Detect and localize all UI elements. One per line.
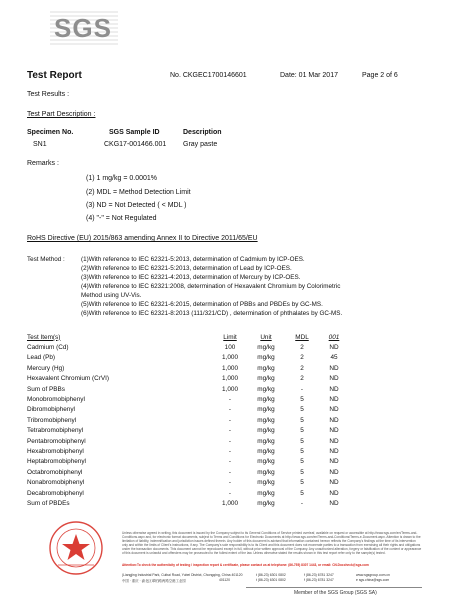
remarks-label: Remarks : [27, 160, 59, 167]
cell-result: ND [329, 427, 339, 435]
footer-fax-cn: f (86-23) 6781 3247 [304, 578, 334, 582]
remark-item: (4) "-" = Not Regulated [86, 215, 157, 222]
test-method-line: (6)With reference to IEC 62321-8:2013 (111/321/CD) , determination of phthalates by GC-MS. [81, 310, 343, 317]
table-row [27, 436, 349, 446]
col-header-unit: Unit [260, 333, 272, 341]
cell-unit: mg/kg [257, 479, 275, 487]
col-header-mdl: MDL [295, 333, 309, 341]
table-row [27, 415, 349, 425]
cell-test-item: Sum of PBBs [27, 385, 66, 393]
cell-test-item: Cadmium (Cd) [27, 344, 69, 352]
footer-fax: f (86-23) 6781 3247 [304, 573, 334, 577]
col-header-result: 001 [328, 333, 340, 341]
cell-result: ND [329, 499, 339, 507]
table-row [27, 405, 349, 415]
cell-mdl: 2 [300, 344, 304, 352]
logo-text: SGS [54, 13, 112, 43]
table-row [27, 467, 349, 477]
cell-limit: 1,000 [222, 375, 238, 383]
cell-unit: mg/kg [257, 468, 275, 476]
cell-result: ND [329, 468, 339, 476]
cell-result: ND [329, 479, 339, 487]
col-header-limit: Limit [223, 333, 237, 341]
cell-unit: mg/kg [257, 385, 275, 393]
footer-member: Member of the SGS Group (SGS SA) [294, 590, 377, 596]
cell-test-item: Monobromobiphenyl [27, 396, 85, 404]
cell-result: ND [329, 385, 339, 393]
table-row [27, 363, 349, 373]
cell-limit: - [228, 396, 232, 404]
table-row [27, 342, 349, 352]
cell-limit: - [228, 489, 232, 497]
footer-postcode-cn: 401120 [219, 578, 231, 582]
cell-unit: mg/kg [257, 364, 275, 372]
specimen-no: SN1 [33, 141, 47, 148]
footer-attention: Attention:To check the authenticity of testing / inspection report & certificate, please contact us at telephone: (86-755) 8307 1443, or email: CN.Doccheck@sgs.com [122, 563, 369, 567]
cell-result: ND [329, 364, 339, 372]
cell-unit: mg/kg [257, 437, 275, 445]
cell-test-item: Heptabromobiphenyl [27, 458, 86, 466]
table-row [27, 426, 349, 436]
specimen-header-id: SGS Sample ID [109, 129, 160, 136]
cell-limit: - [228, 447, 232, 455]
results-table [27, 332, 349, 509]
cell-mdl: 2 [300, 364, 304, 372]
footer-address-cn: 中国 · 重庆 · 渝北区翠柏路两路空港工业园 [122, 579, 186, 583]
cell-result: ND [329, 406, 339, 414]
cell-result: ND [329, 489, 339, 497]
cell-test-item: Octabromobiphenyl [27, 468, 83, 476]
cell-unit: mg/kg [257, 427, 275, 435]
report-number: No. CKGEC1700146601 [170, 72, 247, 79]
cell-result: ND [329, 344, 339, 352]
table-row [27, 446, 349, 456]
cell-limit: - [228, 479, 232, 487]
cell-mdl: - [300, 499, 304, 507]
directive-heading: RoHS Directive (EU) 2015/863 amending Annex II to Directive 2011/65/EU [27, 235, 258, 242]
test-method-line: (3)With reference to IEC 62321-4:2013, determination of Mercury by ICP-OES. [81, 274, 301, 281]
remark-item: (2) MDL = Method Detection Limit [86, 189, 191, 196]
test-method-line: Method using UV-Vis. [81, 292, 142, 299]
test-method-line: (4)With reference to IEC 62321:2008, determination of Hexavalent Chromium by Colorimetric [81, 283, 341, 290]
cell-limit: 1,000 [222, 364, 238, 372]
specimen-description: Gray paste [183, 141, 218, 148]
cell-mdl: 5 [300, 427, 304, 435]
table-row [27, 374, 349, 384]
cell-mdl: 5 [300, 458, 304, 466]
test-part-label: Test Part Description : [27, 111, 96, 118]
cell-result: ND [329, 437, 339, 445]
cell-unit: mg/kg [257, 499, 275, 507]
cell-mdl: 5 [300, 479, 304, 487]
test-method-line: (2)With reference to IEC 62321-5:2013, determination of Lead by ICP-OES. [81, 265, 292, 272]
cell-test-item: Lead (Pb) [27, 354, 56, 362]
cell-unit: mg/kg [257, 406, 275, 414]
cell-mdl: 5 [300, 447, 304, 455]
stamp-icon [48, 520, 104, 576]
sgs-logo [50, 8, 118, 48]
table-row [27, 353, 349, 363]
cell-mdl: 5 [300, 396, 304, 404]
cell-unit: mg/kg [257, 416, 275, 424]
footer-disclaimer: Unless otherwise agreed in writing, this document is issued by the Company subject to its General Conditions of Service printed overleaf, available on request or accessible at http://www.sgs.com/en/Terms-and-Conditions.aspx and, for electronic format documents, subject to Terms and Conditions for Electronic Documents at http://www.sgs.com/en/Terms-and-Conditions/Terms-e-Document.aspx. Attention is drawn to the limitation of liability, indemnification and jurisdiction issues defined therein. Any holder of this document is advised that information contained hereon reflects the Company's findings at the time of its intervention only and within the limits of Client's instructions, if any. The Company's sole responsibility is to its Client and this document does not exonerate parties to a transaction from exercising all their rights and obligations under the transaction documents. This document cannot be reproduced except in full, without prior written approval of the Company. Any unauthorized alteration, forgery or falsification of the content or appearance of this document is unlawful and offenders may be prosecuted to the fullest extent of the law. Unless otherwise stated the results shown in this test report refer only to the sample(s) tested. [122, 531, 422, 556]
specimen-header-description: Description [183, 129, 222, 136]
cell-limit: 1,000 [222, 354, 238, 362]
cell-result: ND [329, 416, 339, 424]
cell-result: ND [329, 375, 339, 383]
results-header-row [27, 332, 349, 342]
cell-test-item: Mercury (Hg) [27, 364, 65, 372]
cell-limit: - [228, 406, 232, 414]
footer-email[interactable]: e sgs.china@sgs.com [356, 578, 390, 582]
report-title: Test Report [27, 70, 82, 81]
cell-limit: - [228, 468, 232, 476]
cell-unit: mg/kg [257, 344, 275, 352]
cell-mdl: - [300, 385, 304, 393]
test-results-label: Test Results : [27, 91, 70, 98]
specimen-header-no: Specimen No. [27, 129, 74, 136]
cell-limit: 1,000 [222, 385, 238, 393]
cell-mdl: 5 [300, 437, 304, 445]
specimen-sample-id: CKG17-001466.001 [104, 141, 167, 148]
cell-test-item: Hexavalent Chromium (CrVI) [27, 375, 110, 383]
cell-result: ND [329, 447, 339, 455]
table-row [27, 498, 349, 508]
cell-unit: mg/kg [257, 458, 275, 466]
cell-unit: mg/kg [257, 354, 275, 362]
table-row [27, 384, 349, 394]
footer-web[interactable]: www.sgsgroup.com.cn [356, 573, 390, 577]
cell-unit: mg/kg [257, 489, 275, 497]
cell-mdl: 5 [300, 489, 304, 497]
test-method-line: (5)With reference to IEC 62321-6:2015, determination of PBBs and PBDEs by GC-MS. [81, 301, 323, 308]
remark-item: (3) ND = Not Detected ( < MDL ) [86, 202, 187, 209]
cell-unit: mg/kg [257, 375, 275, 383]
sgs-inspection-stamp [48, 520, 104, 576]
cell-mdl: 2 [300, 354, 304, 362]
cell-unit: mg/kg [257, 396, 275, 404]
cell-test-item: Decabromobiphenyl [27, 489, 84, 497]
cell-test-item: Dibromobiphenyl [27, 406, 75, 414]
cell-limit: 1,000 [222, 499, 238, 507]
footer-address-en: (Liangjing Industrial Park, Cuibai Road, Yubei District, Chongqing, China 401120 [122, 573, 243, 577]
footer-divider [246, 587, 422, 588]
table-row [27, 488, 349, 498]
cell-test-item: Pentabromobiphenyl [27, 437, 86, 445]
cell-test-item: Nonabromobiphenyl [27, 479, 85, 487]
cell-limit: - [228, 427, 232, 435]
cell-mdl: 5 [300, 416, 304, 424]
cell-mdl: 5 [300, 468, 304, 476]
cell-test-item: Tetrabromobiphenyl [27, 427, 84, 435]
remark-item: (1) 1 mg/kg = 0.0001% [86, 175, 158, 182]
cell-result: 45 [330, 354, 338, 362]
page-number: Page 2 of 6 [362, 72, 398, 79]
cell-mdl: 2 [300, 375, 304, 383]
cell-mdl: 5 [300, 406, 304, 414]
cell-limit: 100 [224, 344, 236, 352]
table-row [27, 457, 349, 467]
cell-result: ND [329, 458, 339, 466]
cell-test-item: Sum of PBDEs [27, 499, 70, 507]
cell-test-item: Tribromobiphenyl [27, 416, 77, 424]
cell-test-item: Hexabromobiphenyl [27, 447, 84, 455]
report-date: Date: 01 Mar 2017 [280, 72, 338, 79]
col-header-test-item: Test Item(s) [27, 333, 61, 341]
table-row [27, 477, 349, 487]
table-row [27, 394, 349, 404]
test-method-label: Test Method : [27, 256, 65, 263]
cell-limit: - [228, 437, 232, 445]
cell-result: ND [329, 396, 339, 404]
footer-phone: t (86-23) 6301 0802 [256, 573, 286, 577]
cell-limit: - [228, 458, 232, 466]
test-method-line: (1)With reference to IEC 62321-5:2013, determination of Cadmium by ICP-OES. [81, 256, 305, 263]
cell-limit: - [228, 416, 232, 424]
cell-unit: mg/kg [257, 447, 275, 455]
footer-phone-cn: t (86-23) 6301 0802 [256, 578, 286, 582]
